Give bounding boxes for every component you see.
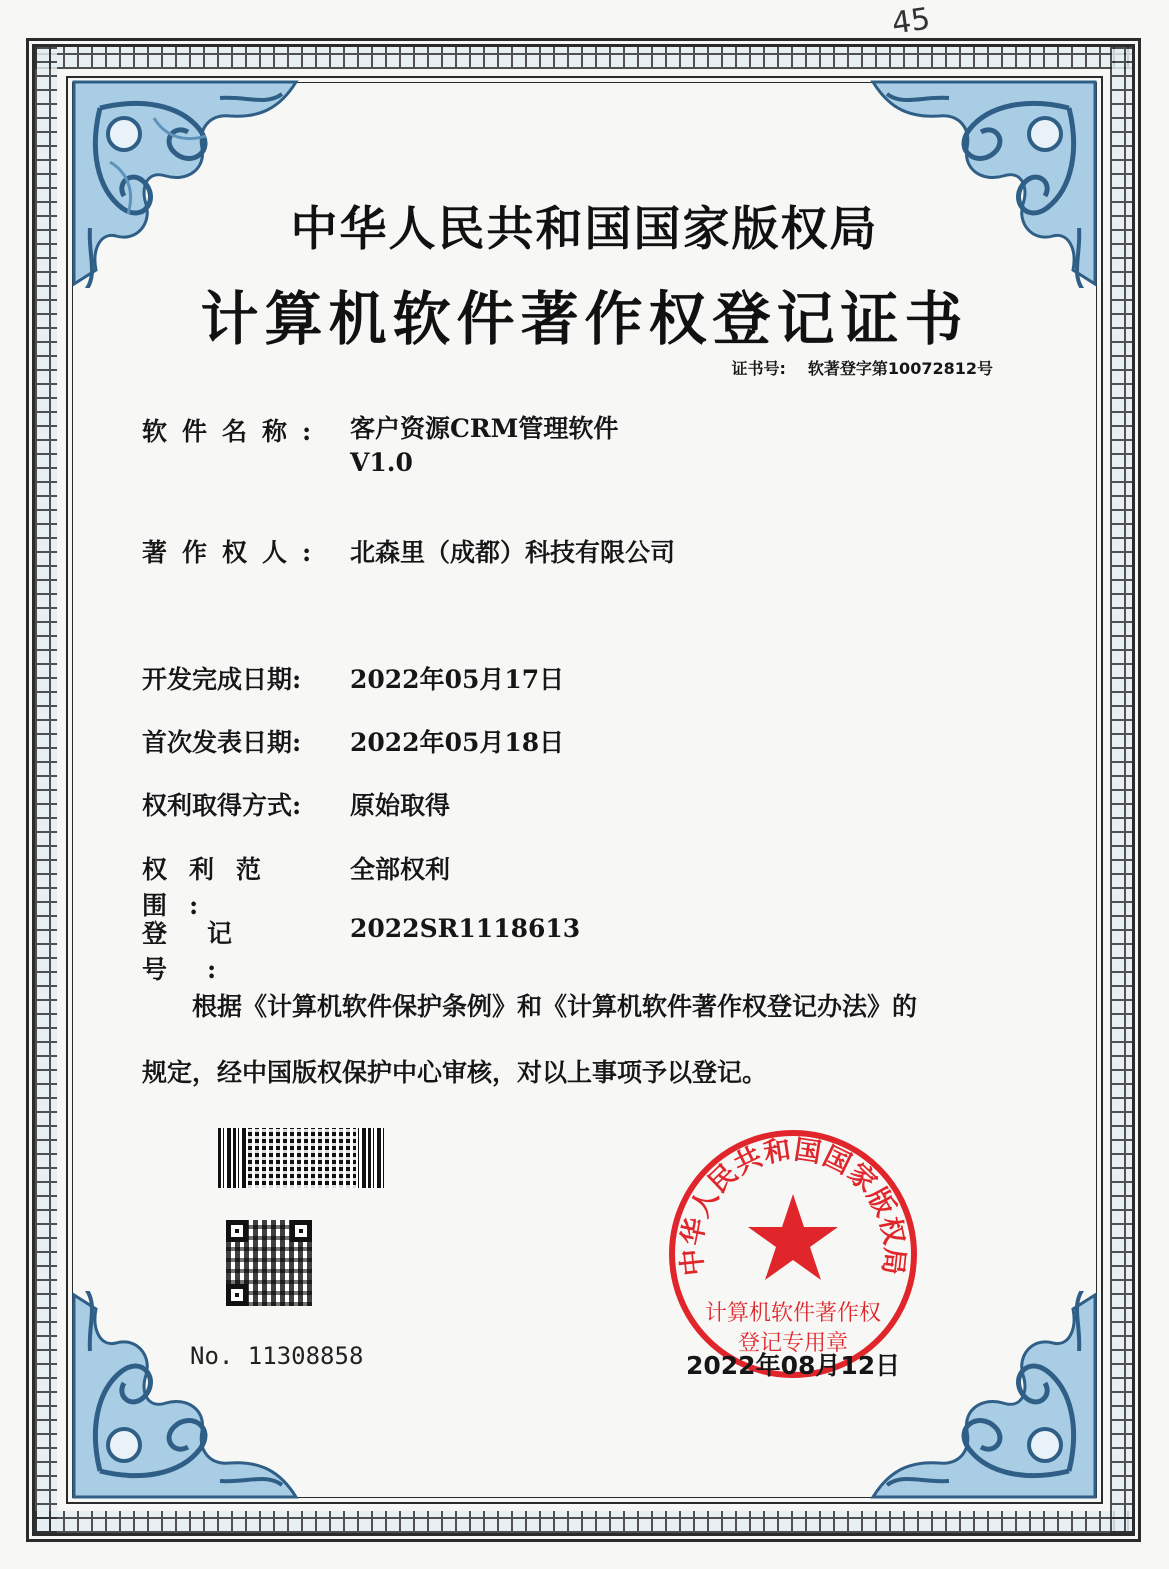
field-first-publication-date <box>142 723 564 759</box>
field-label: 权利取得方式: <box>142 791 302 820</box>
field-copyright-owner <box>142 533 675 569</box>
registration-number-value: 2022SR1118613 <box>350 914 581 943</box>
corner-ornament-bottom-left <box>70 1291 300 1501</box>
seal-outer-text: 中华人民共和国国家版权局 <box>676 1134 910 1278</box>
software-name-value: 客户资源CRM管理软件 <box>350 414 619 443</box>
field-label: 软件名称: <box>142 417 327 446</box>
certificate-number-value: 软著登字第10072812号 <box>807 359 993 378</box>
field-label: 开发完成日期: <box>142 665 302 694</box>
qr-code <box>226 1220 312 1306</box>
field-value <box>350 412 618 480</box>
seal-inner-line-1: 计算机软件著作权 <box>704 1301 882 1326</box>
rights-scope-value: 全部权利 <box>350 855 451 884</box>
meander-border-left <box>35 47 57 1533</box>
seal-inner-line-2: 登记专用章 <box>737 1331 849 1356</box>
seal-star-icon <box>748 1194 838 1280</box>
official-seal <box>667 1128 919 1380</box>
field-software-name <box>142 412 618 480</box>
field-label: 首次发表日期: <box>142 728 302 757</box>
field-acquisition-method <box>142 786 450 822</box>
statement-line-1: 根据《计算机软件保护条例》和《计算机软件著作权登记办法》的 <box>192 992 918 1021</box>
copyright-owner-value: 北森里（成都）科技有限公司 <box>350 538 676 567</box>
certificate-number <box>732 356 993 379</box>
meander-border-right <box>1110 47 1132 1533</box>
issue-date: 2022年08月12日 <box>686 1351 901 1380</box>
field-label: 权利范围: <box>142 855 284 920</box>
completion-date-value: 2022年05月17日 <box>350 665 565 694</box>
field-label: 登记号: <box>142 919 273 984</box>
acquisition-method-value: 原始取得 <box>350 791 451 820</box>
field-label: 著作权人: <box>142 538 327 567</box>
document-title: 计算机软件著作权登记证书 <box>200 285 969 353</box>
field-rights-scope <box>142 850 450 922</box>
software-version-value: V1.0 <box>350 448 413 477</box>
serial-number: No. 11308858 <box>190 1342 364 1370</box>
meander-border-bottom <box>35 1511 1132 1533</box>
statement-paragraph <box>142 974 1022 1106</box>
issuer-heading: 中华人民共和国国家版权局 <box>290 202 879 257</box>
statement-line-2: 规定，经中国版权保护中心审核，对以上事项予以登记。 <box>142 1058 768 1087</box>
barcode <box>218 1128 384 1188</box>
handwritten-mark: 45 <box>889 1 933 42</box>
first-publication-date-value: 2022年05月18日 <box>350 728 565 757</box>
field-completion-date <box>142 660 564 696</box>
certificate-number-label: 证书号: <box>731 359 786 378</box>
meander-border-top <box>35 47 1132 69</box>
